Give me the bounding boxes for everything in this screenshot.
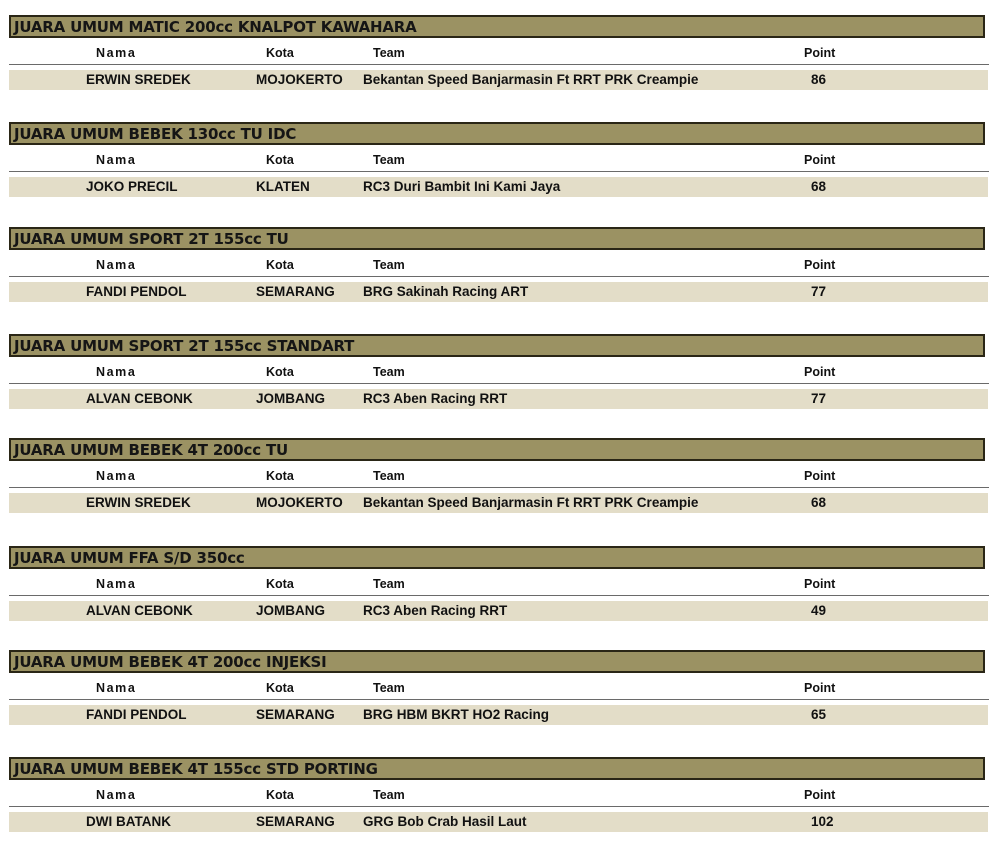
column-header-nama: Nama xyxy=(96,469,137,483)
winner-city: SEMARANG xyxy=(256,814,335,829)
table-row xyxy=(9,177,988,197)
header-divider xyxy=(9,806,989,807)
header-divider xyxy=(9,64,989,65)
column-header-nama: Nama xyxy=(96,258,137,272)
result-section xyxy=(0,438,1000,518)
section-title: JUARA UMUM FFA S/D 350cc xyxy=(14,549,245,567)
winner-city: JOMBANG xyxy=(256,391,326,406)
column-header-kota: Kota xyxy=(266,681,294,695)
result-section xyxy=(0,15,1000,95)
column-header-team: Team xyxy=(373,681,405,695)
column-header-team: Team xyxy=(373,46,405,60)
section-title-bar xyxy=(9,546,985,569)
column-header-nama: Nama xyxy=(96,788,137,802)
winner-team: BRG Sakinah Racing ART xyxy=(363,284,529,299)
section-title: JUARA UMUM SPORT 2T 155cc TU xyxy=(14,230,289,248)
winner-team: RC3 Duri Bambit Ini Kami Jaya xyxy=(363,179,561,194)
column-header-team: Team xyxy=(373,258,405,272)
winner-city: SEMARANG xyxy=(256,284,335,299)
section-title-bar xyxy=(9,334,985,357)
table-row xyxy=(9,812,988,832)
column-header-nama: Nama xyxy=(96,365,137,379)
column-header-nama: Nama xyxy=(96,681,137,695)
section-title-bar xyxy=(9,757,985,780)
table-row xyxy=(9,282,988,302)
section-title-bar xyxy=(9,122,985,145)
column-header-kota: Kota xyxy=(266,788,294,802)
winner-points: 68 xyxy=(811,495,827,510)
column-header-kota: Kota xyxy=(266,46,294,60)
table-row xyxy=(9,389,988,409)
column-header-kota: Kota xyxy=(266,469,294,483)
header-divider xyxy=(9,595,989,596)
winner-city: MOJOKERTO xyxy=(256,495,343,510)
column-header-team: Team xyxy=(373,788,405,802)
winner-name: ALVAN CEBONK xyxy=(86,603,193,618)
winner-points: 49 xyxy=(811,603,827,618)
section-title-bar xyxy=(9,227,985,250)
header-divider xyxy=(9,487,989,488)
winner-city: MOJOKERTO xyxy=(256,72,343,87)
table-row xyxy=(9,601,988,621)
winner-team: Bekantan Speed Banjarmasin Ft RRT PRK Creampie xyxy=(363,72,699,87)
column-header-kota: Kota xyxy=(266,258,294,272)
column-header-point: Point xyxy=(804,788,836,802)
section-title: JUARA UMUM BEBEK 4T 200cc TU xyxy=(14,441,288,459)
section-title: JUARA UMUM BEBEK 4T 200cc INJEKSI xyxy=(14,653,327,671)
winner-team: RC3 Aben Racing RRT xyxy=(363,603,508,618)
column-header-point: Point xyxy=(804,258,836,272)
column-header-point: Point xyxy=(804,681,836,695)
winner-points: 102 xyxy=(811,814,834,829)
winner-team: RC3 Aben Racing RRT xyxy=(363,391,508,406)
result-section xyxy=(0,650,1000,730)
winner-points: 65 xyxy=(811,707,827,722)
section-title-bar xyxy=(9,650,985,673)
header-divider xyxy=(9,276,989,277)
column-header-nama: Nama xyxy=(96,577,137,591)
table-row xyxy=(9,70,988,90)
winner-city: SEMARANG xyxy=(256,707,335,722)
column-header-point: Point xyxy=(804,153,836,167)
section-title-bar xyxy=(9,438,985,461)
header-divider xyxy=(9,699,989,700)
column-header-kota: Kota xyxy=(266,153,294,167)
column-header-team: Team xyxy=(373,469,405,483)
result-section xyxy=(0,334,1000,414)
winner-name: FANDI PENDOL xyxy=(86,707,187,722)
section-title: JUARA UMUM BEBEK 130cc TU IDC xyxy=(14,125,297,143)
winner-name: JOKO PRECIL xyxy=(86,179,178,194)
winner-city: KLATEN xyxy=(256,179,310,194)
column-header-point: Point xyxy=(804,469,836,483)
column-header-team: Team xyxy=(373,577,405,591)
table-row xyxy=(9,493,988,513)
column-header-kota: Kota xyxy=(266,365,294,379)
winner-points: 86 xyxy=(811,72,827,87)
winner-name: ALVAN CEBONK xyxy=(86,391,193,406)
winner-team: GRG Bob Crab Hasil Laut xyxy=(363,814,527,829)
column-header-nama: Nama xyxy=(96,46,137,60)
winner-city: JOMBANG xyxy=(256,603,326,618)
section-title: JUARA UMUM SPORT 2T 155cc STANDART xyxy=(14,337,355,355)
column-header-nama: Nama xyxy=(96,153,137,167)
winner-name: FANDI PENDOL xyxy=(86,284,187,299)
section-title: JUARA UMUM BEBEK 4T 155cc STD PORTING xyxy=(14,760,378,778)
winner-points: 77 xyxy=(811,391,827,406)
result-section xyxy=(0,757,1000,837)
column-header-team: Team xyxy=(373,365,405,379)
winner-name: ERWIN SREDEK xyxy=(86,495,191,510)
section-title-bar xyxy=(9,15,985,38)
column-header-team: Team xyxy=(373,153,405,167)
column-header-point: Point xyxy=(804,577,836,591)
winner-points: 68 xyxy=(811,179,827,194)
winner-team: BRG HBM BKRT HO2 Racing xyxy=(363,707,550,722)
table-row xyxy=(9,705,988,725)
column-header-point: Point xyxy=(804,46,836,60)
winner-team: Bekantan Speed Banjarmasin Ft RRT PRK Creampie xyxy=(363,495,699,510)
header-divider xyxy=(9,383,989,384)
header-divider xyxy=(9,171,989,172)
winner-points: 77 xyxy=(811,284,827,299)
result-section xyxy=(0,227,1000,307)
section-title: JUARA UMUM MATIC 200cc KNALPOT KAWAHARA xyxy=(14,18,417,36)
result-section xyxy=(0,546,1000,626)
result-section xyxy=(0,122,1000,202)
winner-name: ERWIN SREDEK xyxy=(86,72,191,87)
column-header-point: Point xyxy=(804,365,836,379)
winner-name: DWI BATANK xyxy=(86,814,171,829)
column-header-kota: Kota xyxy=(266,577,294,591)
